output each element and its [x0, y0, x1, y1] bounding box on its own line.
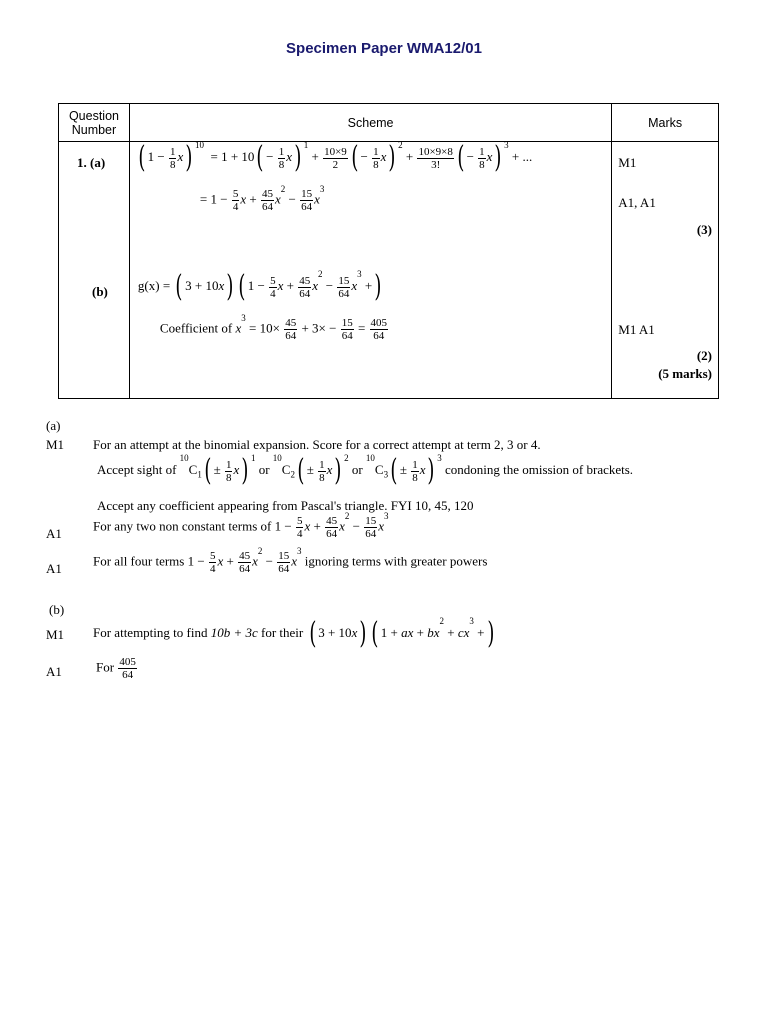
note-pascal-text: Accept any coefficient appearing from Pascal's triangle. FYI 10, 45, 120	[97, 498, 474, 513]
note-b-m1-line: For attempting to find 10b + 3c for their ( 3 + 10x) ( 1 + ax + $bx^2 + cx^3$ +)	[93, 616, 494, 651]
mark-a-m1: M1	[618, 155, 637, 170]
page-title: Specimen Paper WMA12/01	[286, 40, 482, 57]
accept-sight-text: Accept sight of	[97, 461, 177, 477]
mark-scheme-table	[58, 103, 719, 399]
header-question-number: Question Number	[59, 104, 130, 142]
mark-a-total: (3)	[696, 222, 712, 237]
note-accept-sight-line: Accept sight of $^{10}C_1$( ± $\frac{1}{8}$ x) $^1$ or $^{10}C_2$( ± $\frac{1}{8}$ x) $^2$ or $^{10}C_3$( ± $\frac{1}{8}$ x) $^3$ condoning the omission of brackets.	[97, 453, 634, 488]
note-a1-line-2: For all four terms 1 − $\frac{5}{4}$ x + $\frac{45}{64}$ $x^2$ − $\frac{15}{64}$ $x^3$ ignoring terms with greater powers	[93, 546, 488, 575]
note-b-a1-line: For $\frac{405}{64}$	[96, 656, 136, 681]
note-b-m1-expr: 10b + 3c	[210, 624, 258, 640]
marks-cell	[612, 142, 719, 399]
note-a1-label-1: A1	[46, 526, 62, 541]
or-text-1: or	[258, 461, 270, 477]
question-number-cell	[59, 142, 130, 399]
note-a1-text-1: For any two non constant terms of	[93, 518, 272, 534]
condoning-text: condoning the omission of brackets.	[444, 461, 634, 477]
note-b-m1-text2: for their	[261, 624, 304, 640]
note-m1-label: M1	[46, 437, 65, 452]
note-b-a1-label: A1	[46, 664, 62, 679]
scheme-expansion-line-1: ( 1 − $\frac{1}{8}$ x) $^{10}$ = 1 + 10( − $\frac{1}{8}$ x) $^1$ + $\frac{10\times 9}{2}$ ( − $\frac{1}{8}$ x) $^2$ + $\frac{10\times 9\times 8}{3!}$ ( − $\frac{1}{8}$ x) $^3$ + ...	[138, 140, 533, 175]
mark-total: (5 marks)	[658, 366, 712, 381]
gx-label: g(x)	[137, 277, 160, 293]
question-1b-label: (b)	[92, 284, 108, 299]
note-a1-text-2b: ignoring terms with greater powers	[304, 553, 488, 569]
coefficient-label: Coefficient of	[159, 320, 233, 336]
mark-a-a1a1: A1, A1	[618, 195, 656, 210]
notes-part-a-label: (a)	[46, 418, 61, 433]
scheme-gx-line: g(x) = ( 3 + 10x) ( 1 − $\frac{5}{4}$ x + $\frac{45}{64}$ $x^2$ − $\frac{15}{64}$ $x^3$ +)	[137, 269, 382, 304]
notes-part-b-label: (b)	[49, 602, 65, 617]
or-text-2: or	[351, 461, 363, 477]
mark-b-total: (2)	[696, 348, 712, 363]
note-m1-text: For an attempt at the binomial expansion. Score for a correct attempt at term 2, 3 or 4.	[93, 437, 541, 452]
note-b-m1-text: For attempting to find	[93, 624, 208, 640]
note-a1-label-2: A1	[46, 561, 62, 576]
note-a1-text-2: For all four terms	[93, 553, 185, 569]
header-marks: Marks	[612, 104, 719, 142]
scheme-cell	[129, 142, 611, 399]
table-header-row	[59, 104, 719, 142]
scheme-expansion-line-2: = 1 − $\frac{5}{4}$ x + $\frac{45}{64}$ $x^2$ − $\frac{15}{64}$ $x^3$	[199, 184, 325, 213]
table-row	[59, 142, 719, 399]
scheme-coefficient-line: Coefficient of $x^3 = 10\times$ $\frac{45}{64}$ + 3× − $\frac{15}{64}$ = $\frac{405}{64}$	[159, 313, 388, 342]
mark-b-m1a1: M1 A1	[618, 322, 655, 337]
header-scheme: Scheme	[129, 104, 611, 142]
question-1a-label: 1. (a)	[77, 155, 106, 170]
note-a1-line-1: For any two non constant terms of 1 − $\frac{5}{4}$ x + $\frac{45}{64}$ $x^2$ − $\frac{15}{64}$ $x^3$	[93, 511, 389, 540]
note-b-m1-label: M1	[46, 627, 65, 642]
note-b-a1-text: For	[96, 659, 115, 675]
